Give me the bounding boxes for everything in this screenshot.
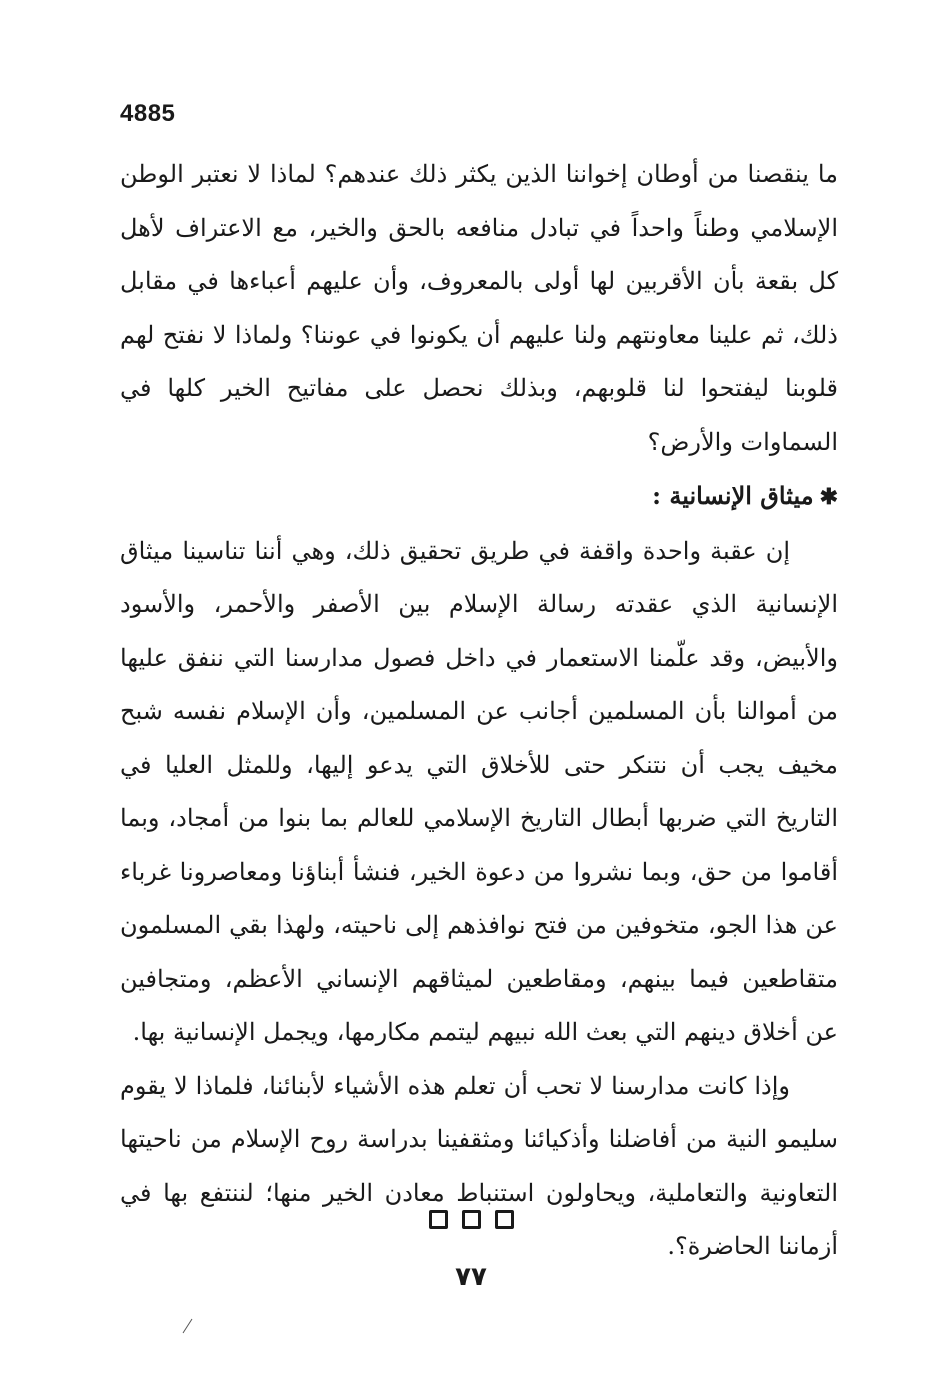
page-id: 4885 [120, 100, 176, 127]
paragraph-2: وإذا كانت مدارسنا لا تحب أن تعلم هذه الأشياء لأبنائنا، فلماذا لا يقوم سليمو النية من أفاضلنا وأذكيائنا ومثقفينا بدراسة روح الإسلام من ناحيتها التعاونية والتعاملية، ويحاولون استنباط معادن الخير منها؛ لننتفع بها في أزماننا الحاضرة؟. [120, 1071, 838, 1260]
section-heading-text: ميثاق الإنسانية : [652, 481, 814, 510]
star-bullet: ✱ [819, 484, 838, 510]
body-text [120, 148, 838, 1274]
section-end-marks [0, 1210, 942, 1229]
section-heading [120, 469, 838, 525]
square-ornament-icon [462, 1210, 481, 1229]
paragraph-intro: ما ينقصنا من أوطان إخواننا الذين يكثر ذلك عندهم؟ لماذا لا نعتبر الوطن الإسلامي وطناً واحداً في تبادل منافعه بالحق والخير، مع الاعتراف لأهل كل بقعة بأن الأقربين لها أولى بالمعروف، وأن عليهم أعباءها في مقابل ذلك، ثم علينا معاونتهم ولنا عليهم أن يكونوا في عوننا؟ ولماذا لا نفتح لهم قلوبنا ليفتحوا لنا قلوبهم، وبذلك نحصل على مفاتيح الخير كلها في السماوات والأرض؟ [120, 160, 838, 456]
square-ornament-icon [429, 1210, 448, 1229]
paragraph-1: إن عقبة واحدة واقفة في طريق تحقيق ذلك، وهي أننا تناسينا ميثاق الإنسانية الذي عقدته رسالة الإسلام بين الأصفر والأحمر، والأسود والأبيض، وقد علّمنا الاستعمار في داخل فصول مدارسنا التي ننفق عليها من أموالنا بأن المسلمين أجانب عن المسلمين، وأن الإسلام نفسه شبح مخيف يجب أن نتنكر حتى للأخلاق التي يدعو إليها، وللمثل العليا في التاريخ التي ضربها أبطال التاريخ الإسلامي للعالم بما بنوا من أمجاد، وبما أقاموا من حق، وبما نشروا من دعوة الخير، فنشأ أبناؤنا ومعاصرونا غرباء عن هذا الجو، متخوفين من فتح نوافذهم إلى ناحيته، ولهذا بقي المسلمون متقاطعين فيما بينهم، ومقاطعين لميثاقهم الإنساني الأعظم، ومتجافين عن أخلاق دينهم التي بعث الله نبيهم ليتمم مكارمها، ويجمل الإنسانية بها. [120, 536, 838, 1046]
pencil-mark-icon [180, 1318, 194, 1334]
page-number: ٧٧ [455, 1262, 487, 1292]
square-ornament-icon [495, 1210, 514, 1229]
